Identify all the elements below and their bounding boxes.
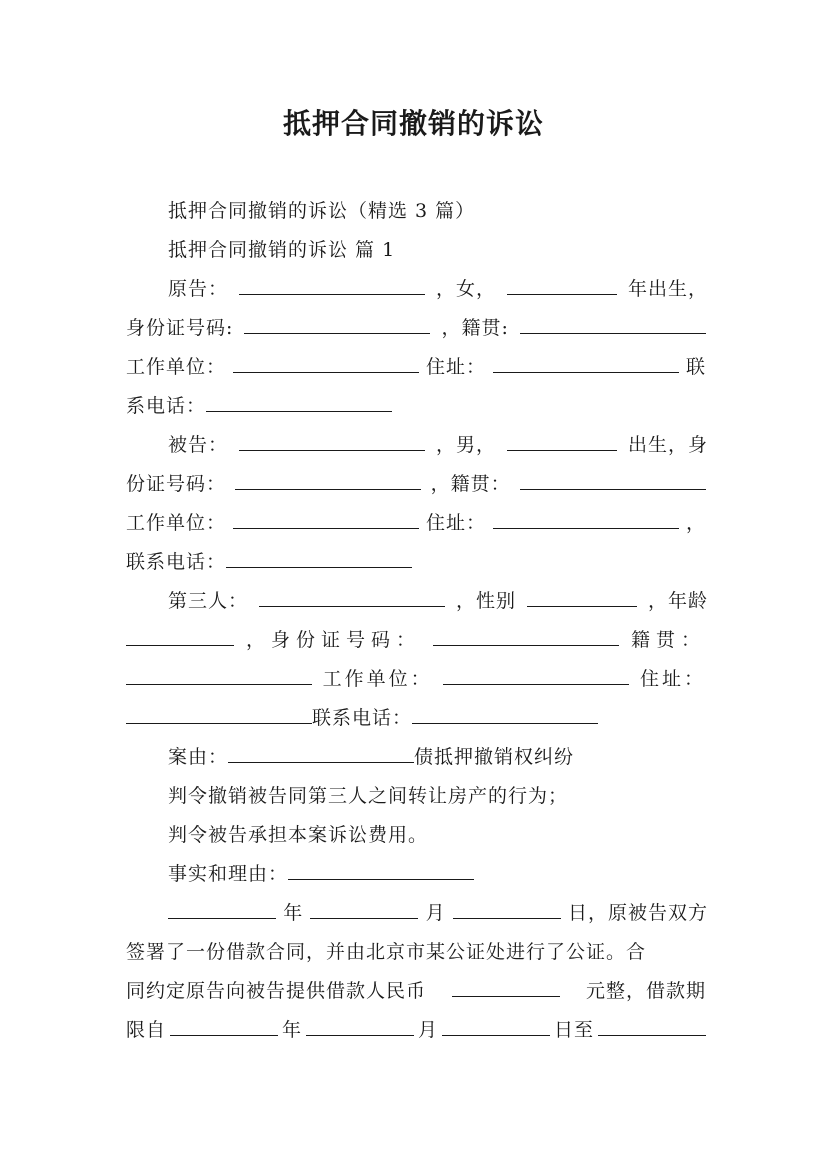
blank-field — [126, 666, 312, 685]
blank-field — [239, 276, 425, 295]
text-segment: ，籍贯: — [441, 317, 509, 339]
defendant-line-2 — [126, 469, 706, 499]
text-segment: 身份证号码: — [126, 317, 234, 339]
blank-field — [598, 1017, 706, 1036]
facts-line-3 — [126, 976, 706, 1006]
blank-field — [259, 588, 445, 607]
blank-field — [288, 861, 474, 880]
text-segment: 住址： — [425, 512, 486, 534]
blank-field — [244, 315, 430, 334]
text-segment: ， — [685, 512, 706, 534]
plaintiff-line-2 — [126, 313, 706, 343]
blank-field — [233, 510, 419, 529]
text-segment: 案由： — [168, 746, 229, 768]
blank-field — [433, 627, 619, 646]
claim-1: 判令撤销被告同第三人之间转让房产的行为； — [168, 785, 569, 807]
text-segment: 份证号码： — [126, 473, 227, 495]
blank-field — [453, 900, 561, 919]
text-segment: ，年龄 — [647, 590, 708, 612]
document-title: 抵押合同撤销的诉讼 — [282, 107, 544, 140]
facts-line-2: 签署了一份借款合同，并由北京市某公证处进行了公证。合 — [126, 941, 647, 963]
text-segment: ，籍贯： — [430, 473, 511, 495]
text-segment: 债抵押撤销权纠纷 — [414, 746, 575, 768]
blank-field — [520, 471, 706, 490]
blank-field — [306, 1017, 414, 1036]
text-segment: 联系电话： — [312, 707, 413, 729]
blank-field — [493, 510, 679, 529]
blank-field — [493, 354, 679, 373]
text-segment: ，性别 — [455, 590, 516, 612]
defendant-line-4 — [126, 547, 706, 577]
text-segment: 住址： — [425, 356, 486, 378]
text-segment: 住址： — [639, 668, 706, 690]
third-party-line-3 — [126, 664, 706, 694]
text-segment: 日至 — [553, 1019, 594, 1041]
text-segment: ，女， — [435, 278, 496, 300]
text-segment: ，男， — [435, 434, 496, 456]
text-segment: 工作单位： — [322, 668, 433, 690]
blank-field — [412, 705, 598, 724]
text-segment: 工作单位： — [126, 356, 227, 378]
text-segment: ，身份证号码： — [245, 629, 421, 651]
text-segment: 原告： — [168, 278, 229, 300]
blank-field — [126, 705, 312, 724]
blank-field — [226, 549, 412, 568]
blank-field — [228, 744, 414, 763]
defendant-line-1 — [168, 430, 708, 460]
blank-field — [507, 432, 617, 451]
case-cause-line — [168, 742, 708, 772]
text-segment: 月 — [417, 1019, 438, 1041]
text-segment: 日，原被告双方 — [567, 902, 708, 924]
facts-heading-line — [168, 859, 708, 889]
text-segment: 限自 — [126, 1019, 167, 1041]
text-segment: 籍贯： — [630, 629, 706, 651]
blank-field — [507, 276, 617, 295]
text-segment: 系电话： — [126, 395, 207, 417]
plaintiff-line-1 — [168, 274, 708, 304]
text-segment: 被告： — [168, 434, 229, 456]
text-segment: 联 — [685, 356, 706, 378]
text-segment: 月 — [425, 902, 446, 924]
text-segment: 年 — [283, 902, 304, 924]
text-segment: 年出生， — [627, 278, 708, 300]
text-segment: 联系电话： — [126, 551, 227, 573]
blank-field — [442, 1017, 550, 1036]
blank-field — [452, 978, 560, 997]
blank-field — [239, 432, 425, 451]
blank-field — [233, 354, 419, 373]
plaintiff-line-4 — [126, 391, 706, 421]
text-segment: 事实和理由： — [168, 863, 289, 885]
third-party-line-2 — [126, 625, 706, 655]
facts-line-4 — [126, 1015, 706, 1045]
section-heading: 抵押合同撤销的诉讼 篇 1 — [168, 239, 396, 261]
third-party-line-4 — [126, 703, 706, 733]
text-segment: 出生，身 — [627, 434, 708, 456]
text-segment: 第三人： — [168, 590, 249, 612]
blank-field — [527, 588, 637, 607]
text-segment: 元整，借款期 — [585, 980, 706, 1002]
blank-field — [168, 900, 276, 919]
facts-line-1 — [168, 898, 708, 928]
claim-2: 判令被告承担本案诉讼费用。 — [168, 824, 429, 846]
third-party-line-1 — [168, 586, 708, 616]
blank-field — [443, 666, 629, 685]
subtitle-line: 抵押合同撤销的诉讼（精选 3 篇） — [168, 200, 476, 222]
defendant-line-3 — [126, 508, 706, 538]
blank-field — [520, 315, 706, 334]
blank-field — [170, 1017, 278, 1036]
text-segment: 年 — [281, 1019, 302, 1041]
text-segment: 工作单位： — [126, 512, 227, 534]
text-segment: 同约定原告向被告提供借款人民币 — [126, 980, 427, 1002]
plaintiff-line-3 — [126, 352, 706, 382]
blank-field — [206, 393, 392, 412]
blank-field — [235, 471, 421, 490]
blank-field — [310, 900, 418, 919]
blank-field — [126, 627, 234, 646]
